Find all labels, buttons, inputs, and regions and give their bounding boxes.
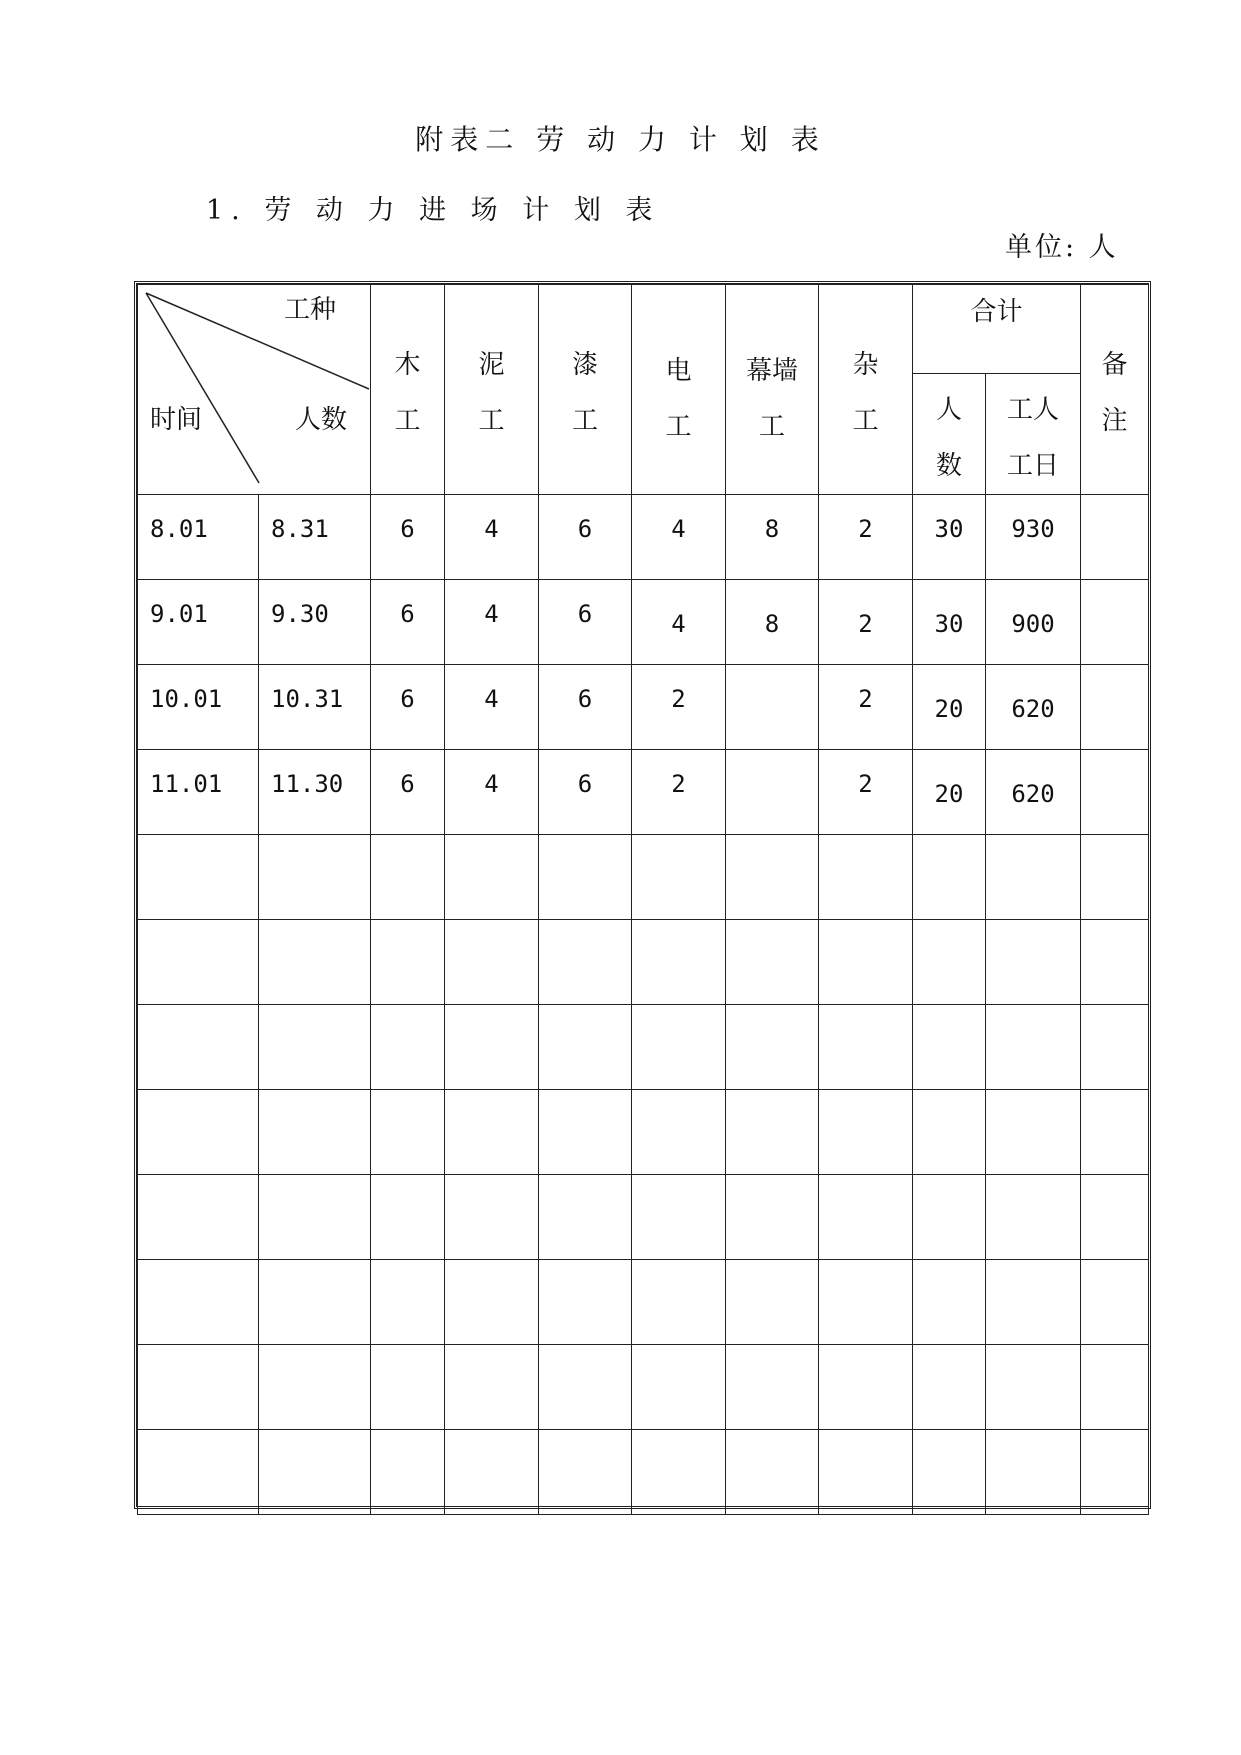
- cell-total-people: 20: [913, 665, 986, 750]
- cell-mason: 4: [445, 495, 539, 580]
- table-row: [138, 1005, 1149, 1090]
- cell-electrician: [632, 1430, 726, 1515]
- cell-start-date: [138, 1090, 259, 1175]
- cell-mason: [445, 1345, 539, 1430]
- col-header-total: 合计: [913, 285, 1081, 374]
- cell-end-date: 9.30: [259, 580, 371, 665]
- cell-painter: 6: [539, 750, 632, 835]
- cell-curtain-wall: [726, 1430, 819, 1515]
- cell-total-people: [913, 1090, 986, 1175]
- cell-general-labor: 2: [819, 665, 913, 750]
- cell-electrician: 2: [632, 750, 726, 835]
- cell-total-people: [913, 1345, 986, 1430]
- cell-remark: [1081, 1005, 1149, 1090]
- cell-end-date: [259, 920, 371, 1005]
- cell-carpenter: [371, 1175, 445, 1260]
- cell-end-date: [259, 1175, 371, 1260]
- cell-general-labor: 2: [819, 580, 913, 665]
- cell-start-date: 9.01: [138, 580, 259, 665]
- cell-carpenter: 6: [371, 495, 445, 580]
- cell-painter: [539, 835, 632, 920]
- cell-mason: [445, 1005, 539, 1090]
- diag-label-headcount: 人数: [295, 405, 348, 435]
- cell-electrician: [632, 1005, 726, 1090]
- cell-general-labor: 2: [819, 495, 913, 580]
- cell-total-workdays: [986, 1090, 1081, 1175]
- cell-start-date: 8.01: [138, 495, 259, 580]
- col-header-total-people: 人 数: [913, 374, 986, 495]
- cell-carpenter: [371, 1090, 445, 1175]
- document-title: 附表二 劳 动 力 计 划 表: [415, 123, 826, 156]
- cell-remark: [1081, 750, 1149, 835]
- cell-curtain-wall: [726, 750, 819, 835]
- cell-end-date: [259, 1345, 371, 1430]
- cell-mason: [445, 835, 539, 920]
- cell-end-date: [259, 1005, 371, 1090]
- cell-remark: [1081, 1175, 1149, 1260]
- cell-general-labor: [819, 1175, 913, 1260]
- cell-electrician: 2: [632, 665, 726, 750]
- table-row: [138, 580, 1149, 665]
- cell-total-workdays: 930: [986, 495, 1081, 580]
- cell-carpenter: 6: [371, 665, 445, 750]
- cell-carpenter: [371, 920, 445, 1005]
- cell-total-workdays: [986, 1430, 1081, 1515]
- cell-mason: 4: [445, 750, 539, 835]
- cell-general-labor: [819, 835, 913, 920]
- cell-remark: [1081, 580, 1149, 665]
- cell-total-people: [913, 1430, 986, 1515]
- cell-painter: [539, 1175, 632, 1260]
- cell-total-people: 30: [913, 495, 986, 580]
- cell-start-date: 11.01: [138, 750, 259, 835]
- cell-carpenter: [371, 1345, 445, 1430]
- cell-mason: [445, 1260, 539, 1345]
- cell-total-workdays: 620: [986, 665, 1081, 750]
- cell-total-workdays: [986, 1260, 1081, 1345]
- cell-carpenter: [371, 1260, 445, 1345]
- cell-general-labor: [819, 1090, 913, 1175]
- cell-curtain-wall: [726, 1175, 819, 1260]
- cell-remark: [1081, 1260, 1149, 1345]
- table-row: [138, 835, 1149, 920]
- cell-painter: 6: [539, 665, 632, 750]
- cell-total-workdays: 620: [986, 750, 1081, 835]
- cell-remark: [1081, 920, 1149, 1005]
- cell-electrician: [632, 1090, 726, 1175]
- table-row: [138, 665, 1149, 750]
- cell-painter: 6: [539, 495, 632, 580]
- cell-total-people: [913, 835, 986, 920]
- cell-end-date: [259, 1260, 371, 1345]
- cell-curtain-wall: [726, 920, 819, 1005]
- cell-total-people: [913, 920, 986, 1005]
- cell-curtain-wall: 8: [726, 495, 819, 580]
- unit-label: 单位: 人: [1005, 232, 1119, 263]
- section-title: 1. 劳 动 力 进 场 计 划 表: [206, 195, 661, 226]
- col-header-mason: 泥 工: [445, 285, 539, 495]
- cell-painter: [539, 1345, 632, 1430]
- cell-curtain-wall: [726, 1260, 819, 1345]
- cell-start-date: [138, 1430, 259, 1515]
- cell-start-date: [138, 1005, 259, 1090]
- col-header-general-labor: 杂 工: [819, 285, 913, 495]
- table-row: [138, 1090, 1149, 1175]
- cell-total-people: 30: [913, 580, 986, 665]
- cell-general-labor: [819, 1005, 913, 1090]
- cell-electrician: 4: [632, 580, 726, 665]
- cell-electrician: 4: [632, 495, 726, 580]
- col-header-total-workdays: 工人 工日: [986, 374, 1081, 495]
- cell-carpenter: [371, 835, 445, 920]
- col-header-remark: 备 注: [1081, 285, 1149, 495]
- cell-remark: [1081, 665, 1149, 750]
- cell-total-people: [913, 1260, 986, 1345]
- diag-label-time: 时间: [150, 405, 203, 435]
- cell-remark: [1081, 835, 1149, 920]
- cell-mason: [445, 1175, 539, 1260]
- cell-start-date: 10.01: [138, 665, 259, 750]
- col-header-painter: 漆 工: [539, 285, 632, 495]
- cell-start-date: [138, 920, 259, 1005]
- cell-total-people: 20: [913, 750, 986, 835]
- cell-end-date: [259, 1090, 371, 1175]
- cell-curtain-wall: [726, 1005, 819, 1090]
- cell-mason: [445, 1090, 539, 1175]
- cell-curtain-wall: [726, 665, 819, 750]
- cell-painter: [539, 920, 632, 1005]
- cell-electrician: [632, 1175, 726, 1260]
- cell-total-workdays: [986, 1175, 1081, 1260]
- cell-general-labor: [819, 1430, 913, 1515]
- cell-total-people: [913, 1005, 986, 1090]
- diagonal-lines: [138, 285, 371, 485]
- cell-general-labor: [819, 1345, 913, 1430]
- cell-general-labor: [819, 1260, 913, 1345]
- cell-total-workdays: 900: [986, 580, 1081, 665]
- cell-general-labor: 2: [819, 750, 913, 835]
- cell-end-date: [259, 835, 371, 920]
- cell-electrician: [632, 1345, 726, 1430]
- cell-remark: [1081, 1430, 1149, 1515]
- col-header-electrician: 电 工: [632, 285, 726, 495]
- cell-end-date: 10.31: [259, 665, 371, 750]
- table-row: [138, 1430, 1149, 1515]
- cell-carpenter: 6: [371, 580, 445, 665]
- table-row: [138, 1260, 1149, 1345]
- cell-electrician: [632, 835, 726, 920]
- col-header-curtain-wall: 幕墙 工: [726, 285, 819, 495]
- cell-remark: [1081, 495, 1149, 580]
- cell-end-date: [259, 1430, 371, 1515]
- cell-curtain-wall: [726, 1345, 819, 1430]
- cell-carpenter: 6: [371, 750, 445, 835]
- cell-start-date: [138, 1260, 259, 1345]
- cell-curtain-wall: 8: [726, 580, 819, 665]
- cell-painter: [539, 1005, 632, 1090]
- cell-remark: [1081, 1345, 1149, 1430]
- cell-start-date: [138, 1175, 259, 1260]
- header-row-1: [138, 285, 1149, 374]
- cell-curtain-wall: [726, 1090, 819, 1175]
- cell-painter: [539, 1090, 632, 1175]
- cell-mason: 4: [445, 665, 539, 750]
- diagonal-header-cell: [138, 285, 371, 495]
- cell-painter: [539, 1430, 632, 1515]
- cell-mason: 4: [445, 580, 539, 665]
- cell-painter: 6: [539, 580, 632, 665]
- table-row: [138, 1345, 1149, 1430]
- table-row: [138, 750, 1149, 835]
- cell-start-date: [138, 835, 259, 920]
- cell-painter: [539, 1260, 632, 1345]
- cell-end-date: 8.31: [259, 495, 371, 580]
- table-row: [138, 495, 1149, 580]
- cell-general-labor: [819, 920, 913, 1005]
- table-row: [138, 1175, 1149, 1260]
- table-row: [138, 920, 1149, 1005]
- cell-mason: [445, 1430, 539, 1515]
- labor-plan-table: [137, 284, 1149, 1515]
- cell-remark: [1081, 1090, 1149, 1175]
- cell-curtain-wall: [726, 835, 819, 920]
- col-header-carpenter: 木 工: [371, 285, 445, 495]
- cell-total-workdays: [986, 1005, 1081, 1090]
- cell-mason: [445, 920, 539, 1005]
- cell-total-people: [913, 1175, 986, 1260]
- cell-total-workdays: [986, 1345, 1081, 1430]
- cell-carpenter: [371, 1005, 445, 1090]
- cell-electrician: [632, 1260, 726, 1345]
- cell-total-workdays: [986, 920, 1081, 1005]
- cell-electrician: [632, 920, 726, 1005]
- cell-end-date: 11.30: [259, 750, 371, 835]
- cell-carpenter: [371, 1430, 445, 1515]
- cell-total-workdays: [986, 835, 1081, 920]
- diag-label-trade: 工种: [284, 295, 337, 325]
- cell-start-date: [138, 1345, 259, 1430]
